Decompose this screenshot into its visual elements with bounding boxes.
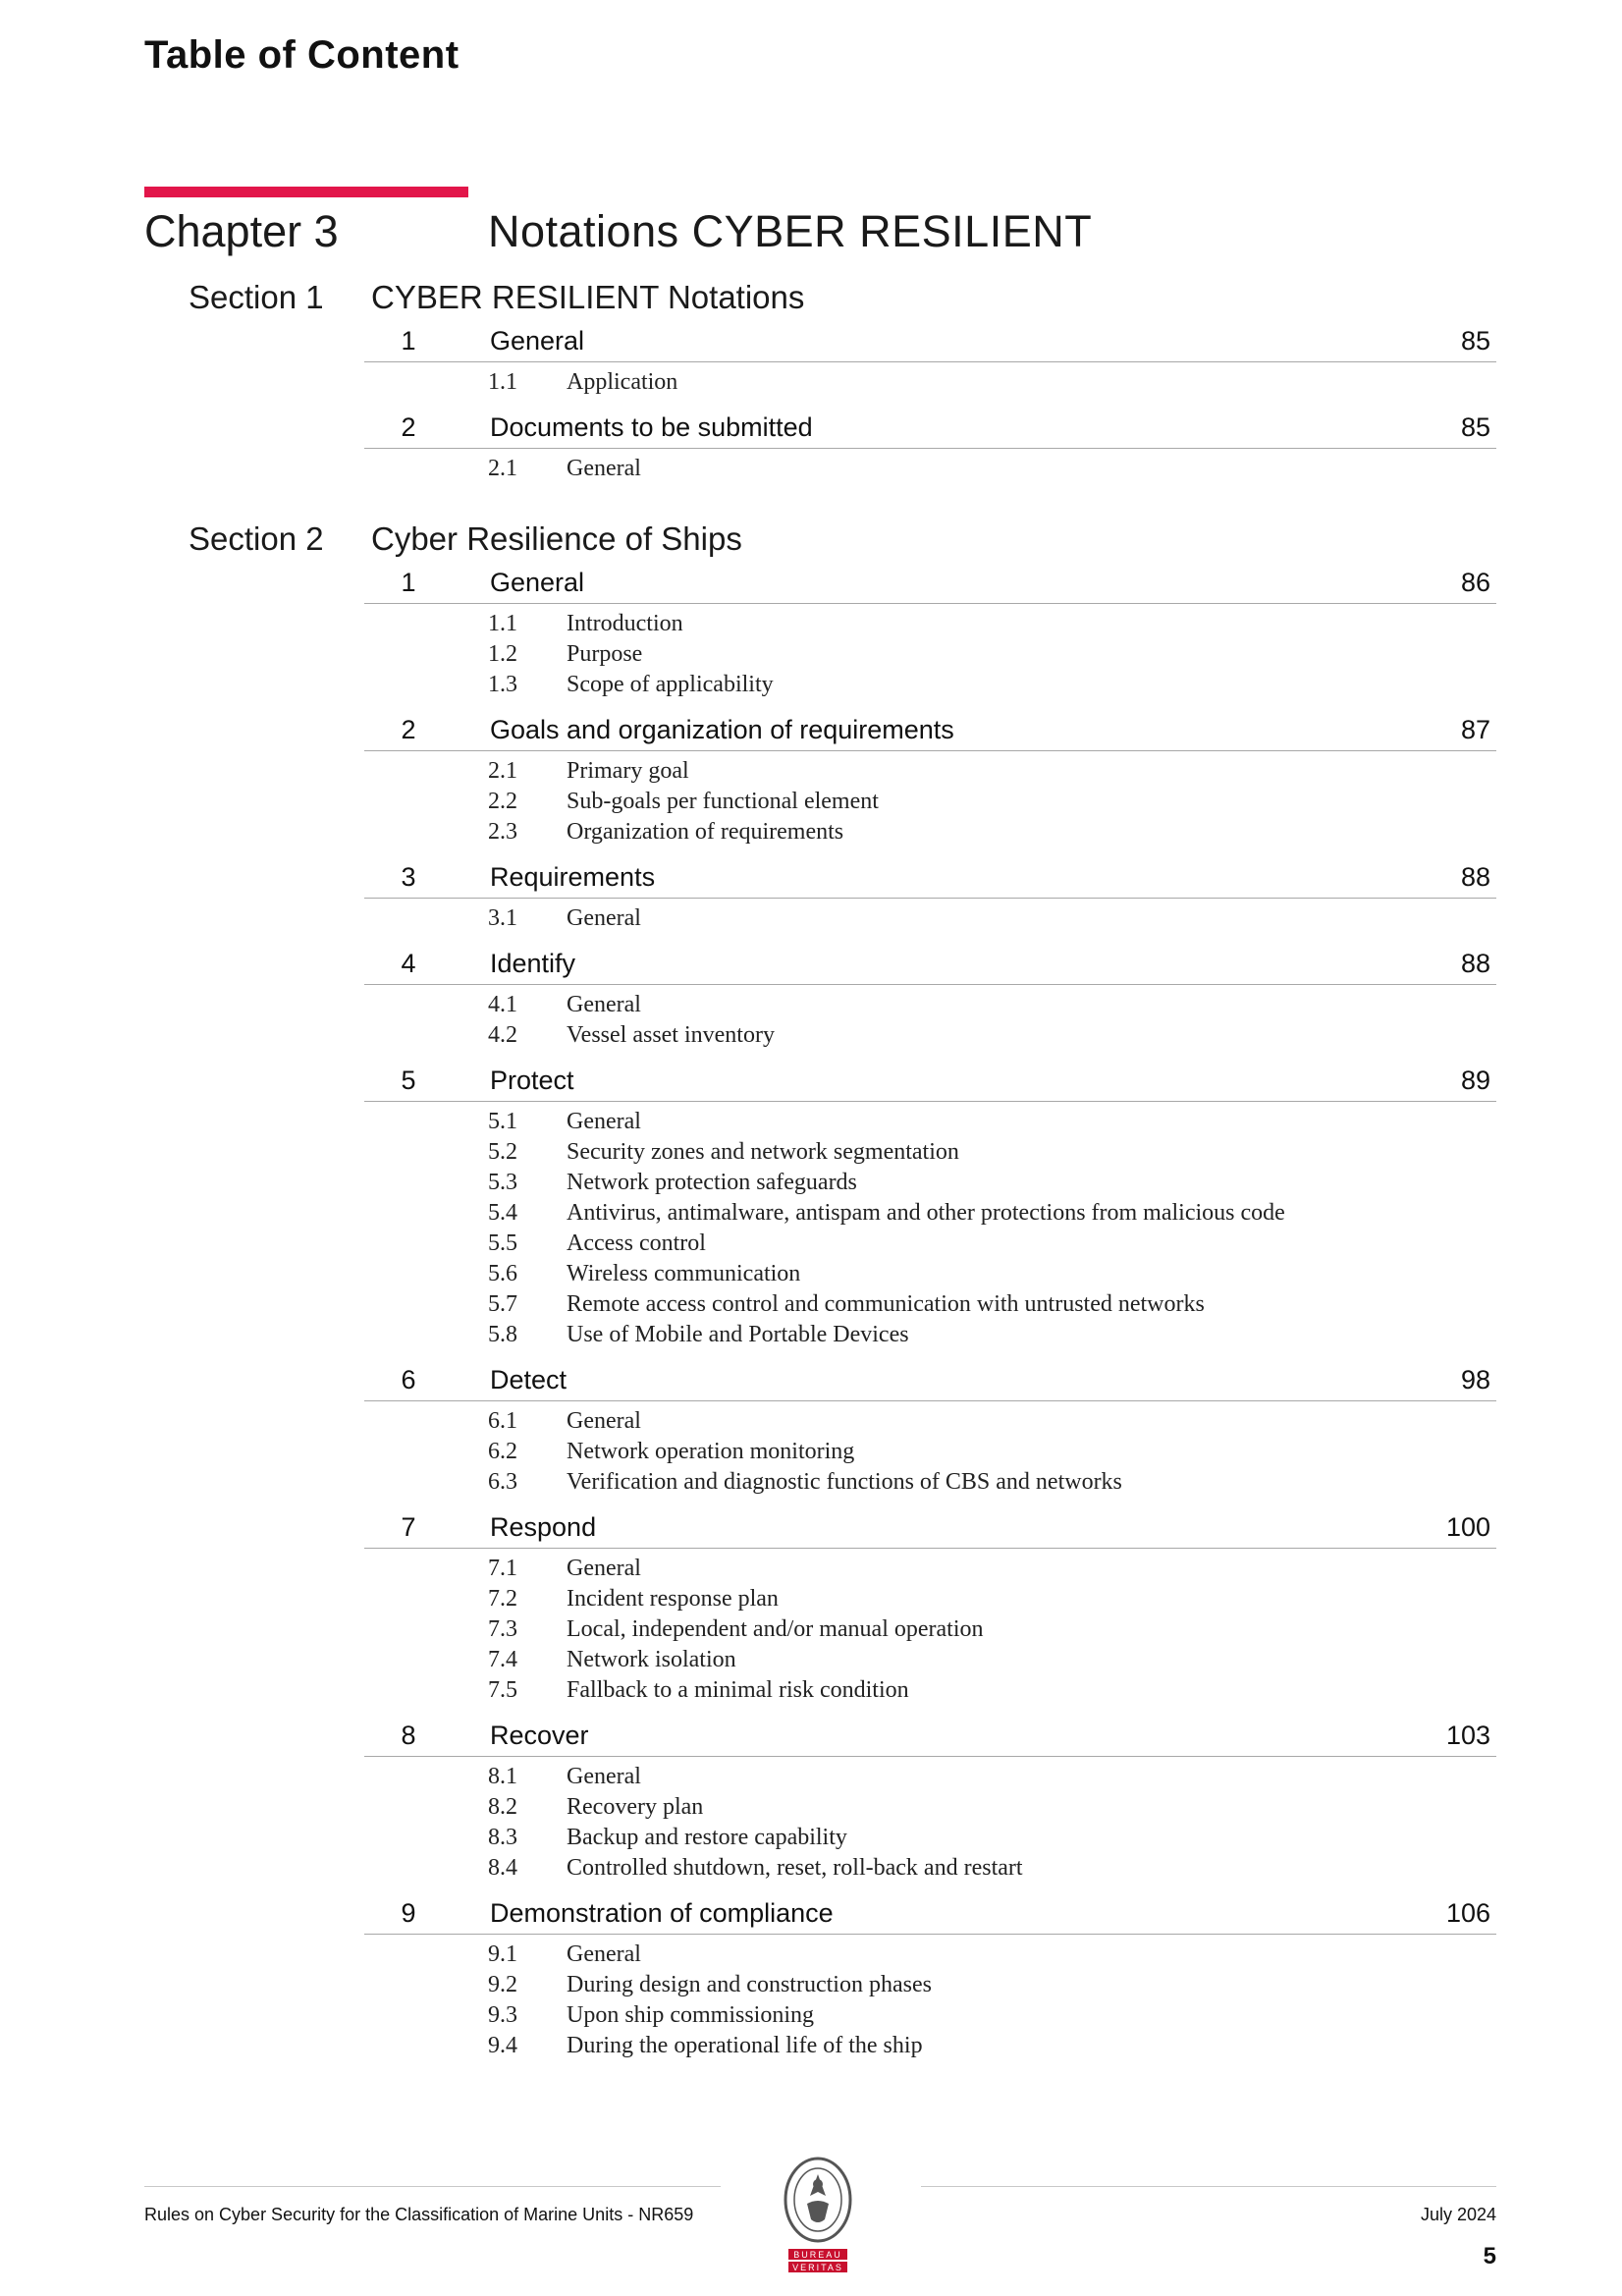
article-page-number: 89 — [1460, 1066, 1490, 1095]
subsection-number: 5.6 — [488, 1261, 517, 1286]
article-page-number: 106 — [1445, 1898, 1490, 1928]
article-divider — [364, 750, 1496, 751]
subsection-number: 1.1 — [488, 369, 517, 395]
subsection-title: Remote access control and communication with untrusted networks — [567, 1291, 1205, 1317]
article-page-number: 85 — [1460, 412, 1490, 442]
article-number: 3 — [401, 862, 416, 892]
subsection-number: 5.8 — [488, 1322, 517, 1347]
article-page-number: 86 — [1460, 568, 1490, 597]
subsection-number: 8.2 — [488, 1794, 517, 1820]
article-number: 2 — [401, 412, 416, 442]
subsection-number: 8.4 — [488, 1855, 517, 1881]
article-divider — [364, 1400, 1496, 1401]
article-title: General — [490, 568, 585, 597]
subsection-title: Network operation monitoring — [567, 1439, 855, 1464]
subsection-number: 5.2 — [488, 1139, 517, 1165]
subsection-title: Fallback to a minimal risk condition — [567, 1677, 909, 1703]
article-number: 7 — [401, 1512, 416, 1542]
subsection-title: Local, independent and/or manual operation — [567, 1616, 984, 1642]
footer-divider-left — [144, 2186, 721, 2187]
subsection-number: 2.1 — [488, 456, 517, 481]
article-page-number: 98 — [1460, 1365, 1490, 1394]
subsection-number: 9.3 — [488, 2002, 517, 2028]
article-title: Requirements — [490, 862, 656, 892]
subsection-number: 2.1 — [488, 758, 517, 784]
article-divider — [364, 603, 1496, 604]
subsection-title: General — [567, 1941, 641, 1967]
article-divider — [364, 1548, 1496, 1549]
subsection-number: 7.1 — [488, 1556, 517, 1581]
subsection-title: Introduction — [567, 611, 683, 636]
subsection-title: Application — [567, 369, 678, 395]
subsection-title: Backup and restore capability — [567, 1825, 847, 1850]
subsection-number: 6.1 — [488, 1408, 517, 1434]
subsection-title: Organization of requirements — [567, 819, 844, 845]
subsection-number: 9.1 — [488, 1941, 517, 1967]
article-divider — [364, 1756, 1496, 1757]
page-title: Table of Content — [144, 33, 460, 77]
subsection-number: 1.2 — [488, 641, 517, 667]
subsection-title: General — [567, 1556, 641, 1581]
subsection-title: General — [567, 456, 641, 481]
article-title: Protect — [490, 1066, 574, 1095]
subsection-number: 7.2 — [488, 1586, 517, 1612]
article-number: 4 — [401, 949, 416, 978]
subsection-number: 7.3 — [488, 1616, 517, 1642]
subsection-title: During design and construction phases — [567, 1972, 932, 1997]
subsection-number: 5.4 — [488, 1200, 517, 1226]
subsection-title: Incident response plan — [567, 1586, 779, 1612]
subsection-number: 9.4 — [488, 2033, 517, 2058]
subsection-number: 5.1 — [488, 1109, 517, 1134]
section-title: CYBER RESILIENT Notations — [371, 279, 805, 315]
article-page-number: 100 — [1445, 1512, 1490, 1542]
section-label: Section 1 — [189, 279, 324, 315]
subsection-title: Controlled shutdown, reset, roll-back and restart — [567, 1855, 1023, 1881]
subsection-number: 5.3 — [488, 1170, 517, 1195]
subsection-title: Sub-goals per functional element — [567, 789, 879, 814]
subsection-title: Network protection safeguards — [567, 1170, 857, 1195]
bureau-veritas-logo — [764, 2155, 872, 2280]
subsection-title: During the operational life of the ship — [567, 2033, 923, 2058]
section-title: Cyber Resilience of Ships — [371, 520, 742, 557]
subsection-title: Security zones and network segmentation — [567, 1139, 959, 1165]
article-page-number: 85 — [1460, 326, 1490, 355]
chapter-title: Notations CYBER RESILIENT — [488, 206, 1093, 256]
footer-divider-right — [921, 2186, 1496, 2187]
subsection-title: General — [567, 1408, 641, 1434]
article-title: Documents to be submitted — [490, 412, 813, 442]
subsection-title: Primary goal — [567, 758, 689, 784]
svg-text:BUREAU: BUREAU — [793, 2250, 842, 2260]
subsection-title: Scope of applicability — [567, 672, 774, 697]
article-number: 9 — [401, 1898, 416, 1928]
subsection-number: 8.1 — [488, 1764, 517, 1789]
article-title: Recover — [490, 1721, 589, 1750]
subsection-number: 3.1 — [488, 905, 517, 931]
article-divider — [364, 984, 1496, 985]
subsection-number: 5.5 — [488, 1230, 517, 1256]
subsection-title: General — [567, 1109, 641, 1134]
article-number: 2 — [401, 715, 416, 744]
article-title: Identify — [490, 949, 576, 978]
article-number: 8 — [401, 1721, 416, 1750]
article-number: 1 — [401, 326, 416, 355]
subsection-title: Recovery plan — [567, 1794, 704, 1820]
subsection-title: Antivirus, antimalware, antispam and other protections from malicious code — [567, 1200, 1285, 1226]
subsection-number: 4.1 — [488, 992, 517, 1017]
subsection-number: 2.3 — [488, 819, 517, 845]
subsection-number: 6.3 — [488, 1469, 517, 1495]
bureau-veritas-seal-icon — [764, 2155, 872, 2280]
chapter-label: Chapter 3 — [144, 206, 339, 256]
article-page-number: 88 — [1460, 862, 1490, 892]
subsection-number: 7.4 — [488, 1647, 517, 1672]
svg-text:VERITAS: VERITAS — [792, 2263, 843, 2272]
subsection-title: General — [567, 905, 641, 931]
footer-page-number: 5 — [1483, 2243, 1496, 2269]
subsection-number: 1.1 — [488, 611, 517, 636]
subsection-number: 5.7 — [488, 1291, 517, 1317]
article-page-number: 88 — [1460, 949, 1490, 978]
subsection-number: 8.3 — [488, 1825, 517, 1850]
subsection-title: Upon ship commissioning — [567, 2002, 815, 2028]
subsection-title: Verification and diagnostic functions of CBS and networks — [567, 1469, 1122, 1495]
article-number: 1 — [401, 568, 416, 597]
article-number: 5 — [401, 1066, 416, 1095]
article-divider — [364, 898, 1496, 899]
article-page-number: 103 — [1445, 1721, 1490, 1750]
article-title: Goals and organization of requirements — [490, 715, 954, 744]
footer-date: July 2024 — [1420, 2205, 1496, 2224]
article-number: 6 — [401, 1365, 416, 1394]
footer-document-title: Rules on Cyber Security for the Classification of Marine Units - NR659 — [144, 2205, 694, 2224]
subsection-number: 2.2 — [488, 789, 517, 814]
subsection-title: Network isolation — [567, 1647, 736, 1672]
article-page-number: 87 — [1460, 715, 1490, 744]
subsection-title: Use of Mobile and Portable Devices — [567, 1322, 909, 1347]
article-title: Demonstration of compliance — [490, 1898, 834, 1928]
article-title: Respond — [490, 1512, 597, 1542]
subsection-number: 4.2 — [488, 1022, 517, 1048]
article-title: General — [490, 326, 585, 355]
section-label: Section 2 — [189, 520, 324, 557]
article-title: Detect — [490, 1365, 568, 1394]
article-divider — [364, 1934, 1496, 1935]
subsection-number: 7.5 — [488, 1677, 517, 1703]
article-divider — [364, 1101, 1496, 1102]
subsection-title: Vessel asset inventory — [567, 1022, 775, 1048]
subsection-number: 1.3 — [488, 672, 517, 697]
subsection-number: 9.2 — [488, 1972, 517, 1997]
subsection-title: General — [567, 1764, 641, 1789]
subsection-title: Purpose — [567, 641, 643, 667]
subsection-title: General — [567, 992, 641, 1017]
article-divider — [364, 361, 1496, 362]
article-divider — [364, 448, 1496, 449]
subsection-number: 6.2 — [488, 1439, 517, 1464]
subsection-title: Access control — [567, 1230, 706, 1256]
subsection-title: Wireless communication — [567, 1261, 801, 1286]
chapter-accent-bar — [144, 187, 468, 197]
